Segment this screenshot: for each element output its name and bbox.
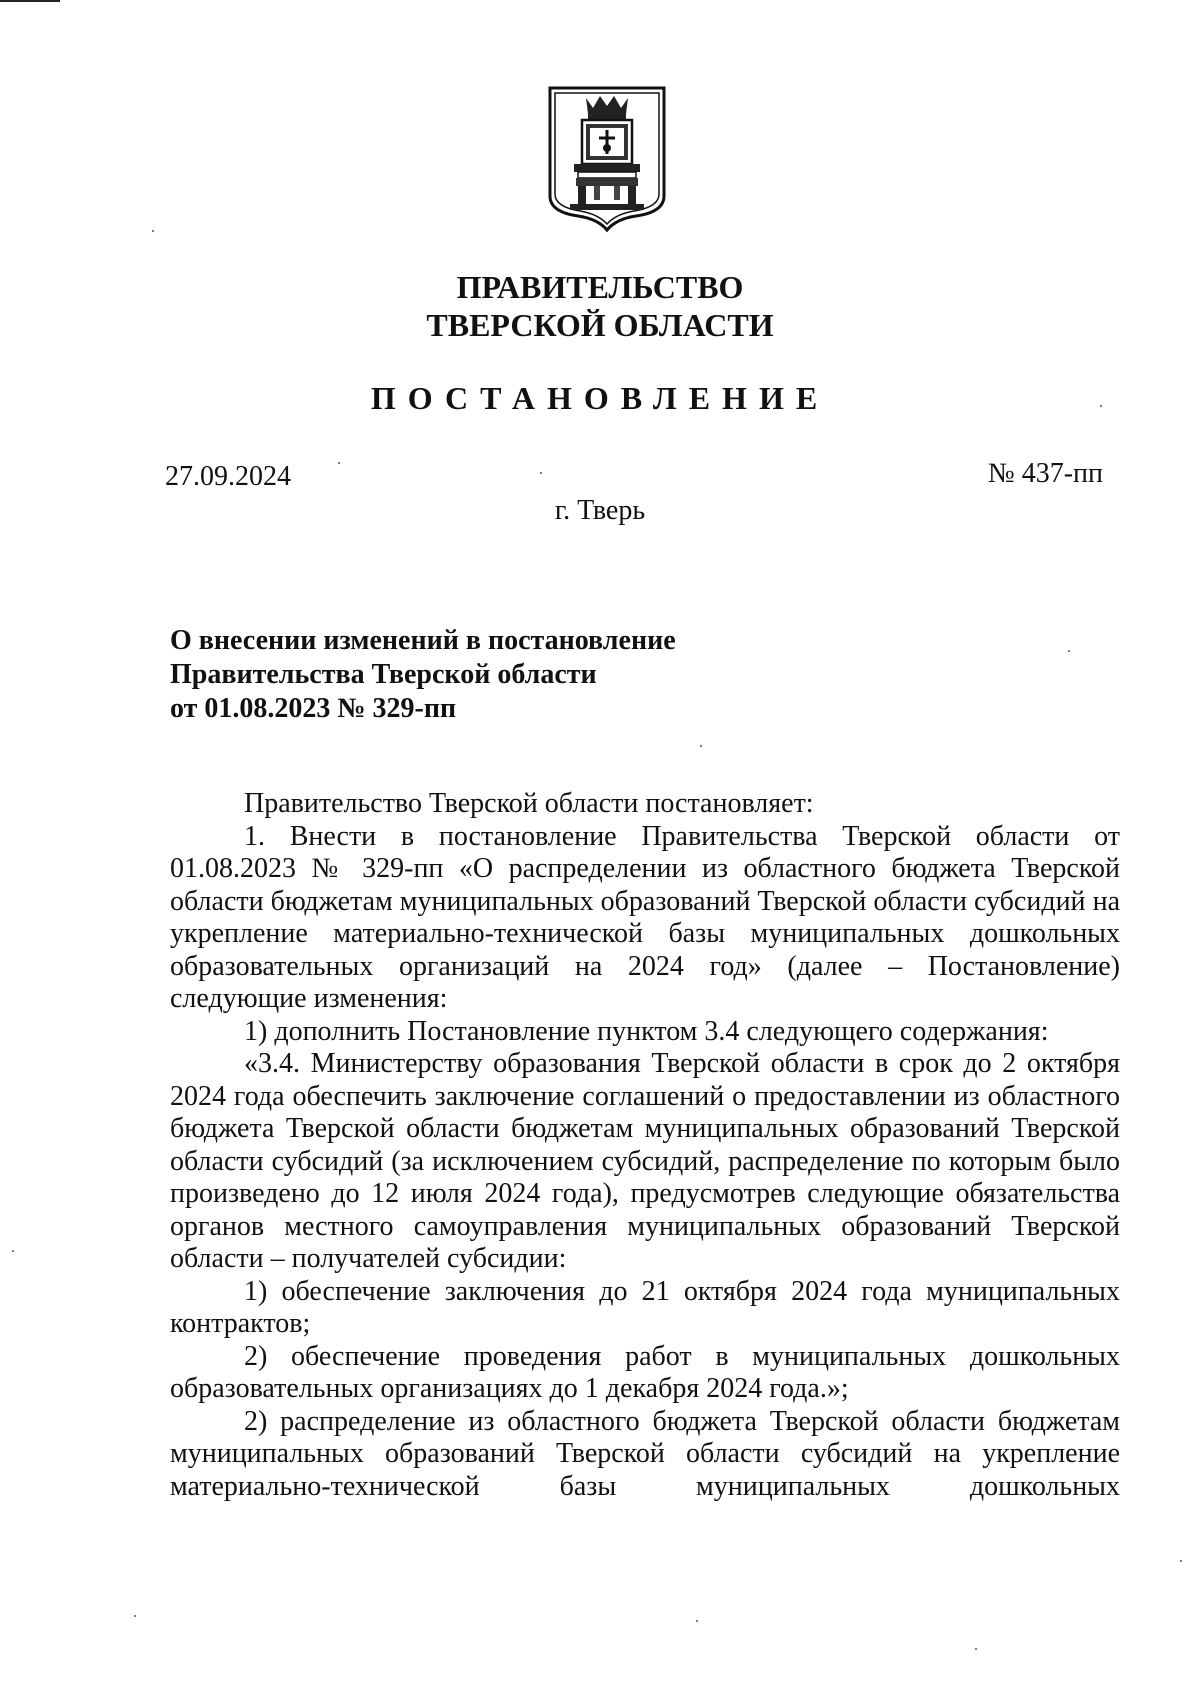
gov-title-line-1: ПРАВИТЕЛЬСТВО xyxy=(456,269,744,305)
scan-speck xyxy=(134,1615,136,1617)
scan-speck xyxy=(540,472,542,474)
document-number: № 437-пп xyxy=(987,458,1103,489)
scan-speck xyxy=(1068,650,1070,652)
document-body xyxy=(170,788,1120,1503)
body-paragraph-preamble: Правительство Тверской области постановляет: xyxy=(244,788,814,819)
body-paragraph-subitem-2: 2) распределение из областного бюджета Тверской области бюджетам муниципальных образований Тверской области субсидий на укрепление материально-технической базы муниципальных дошкольных xyxy=(170,1405,1120,1502)
subject-line-2: Правительства Тверской области xyxy=(170,659,597,690)
scan-speck xyxy=(975,1648,977,1650)
scan-speck xyxy=(1100,405,1102,407)
body-paragraph-clause-3-4: «3.4. Министерству образования Тверской области в срок до 2 октября 2024 года обеспечить заключение соглашений о предоставлении из областного бюджета Тверской области бюджетам муниципальных образований Тверской области субсидий (за исключением субсидий, распределение по которым было произведено до 12 июля 2024 года), предусмотрев следующие обязательства органов местного самоуправления муниципальных образований Тверской области – получателей субсидии: xyxy=(170,1048,1120,1274)
document-date: 27.09.2024 xyxy=(165,461,291,492)
body-paragraph-item-1: 1. Внести в постановление Правительства Тверской области от 01.08.2023 № 329-пп «О распределении из областного бюджета Тверской области бюджетам муниципальных образований Тверской области субсидий на укрепление материально-технической базы муниципальных дошкольных образовательных организаций на 2024 год» (далее – Постановление) следующие изменения: xyxy=(170,820,1120,1014)
scan-speck xyxy=(338,462,340,464)
scan-speck xyxy=(12,1250,14,1252)
scan-speck xyxy=(696,1620,698,1622)
document-city: г. Тверь xyxy=(554,495,646,526)
tver-coat-of-arms-icon xyxy=(546,84,668,234)
subject-line-1: О внесении изменений в постановление xyxy=(170,625,676,656)
scan-speck xyxy=(1180,1560,1182,1562)
body-paragraph-subitem-1: 1) дополнить Постановление пунктом 3.4 следующего содержания: xyxy=(244,1015,1049,1047)
document-type-heading: ПОСТАНОВЛЕНИЕ xyxy=(370,380,830,416)
body-paragraph-obligation-1: 1) обеспечение заключения до 21 октября 2024 года муниципальных контрактов; xyxy=(170,1275,1120,1339)
scan-speck xyxy=(700,745,702,747)
body-paragraph-obligation-2: 2) обеспечение проведения работ в муниципальных дошкольных образовательных организациях до 1 декабря 2024 года.»; xyxy=(170,1340,1120,1404)
government-title xyxy=(0,268,1200,344)
scan-edge-line xyxy=(0,0,60,2)
gov-title-line-2: ТВЕРСКОЙ ОБЛАСТИ xyxy=(426,307,774,343)
document-subject xyxy=(170,624,870,726)
scan-speck xyxy=(152,230,154,232)
subject-line-3: от 01.08.2023 № 329-пп xyxy=(170,693,457,724)
